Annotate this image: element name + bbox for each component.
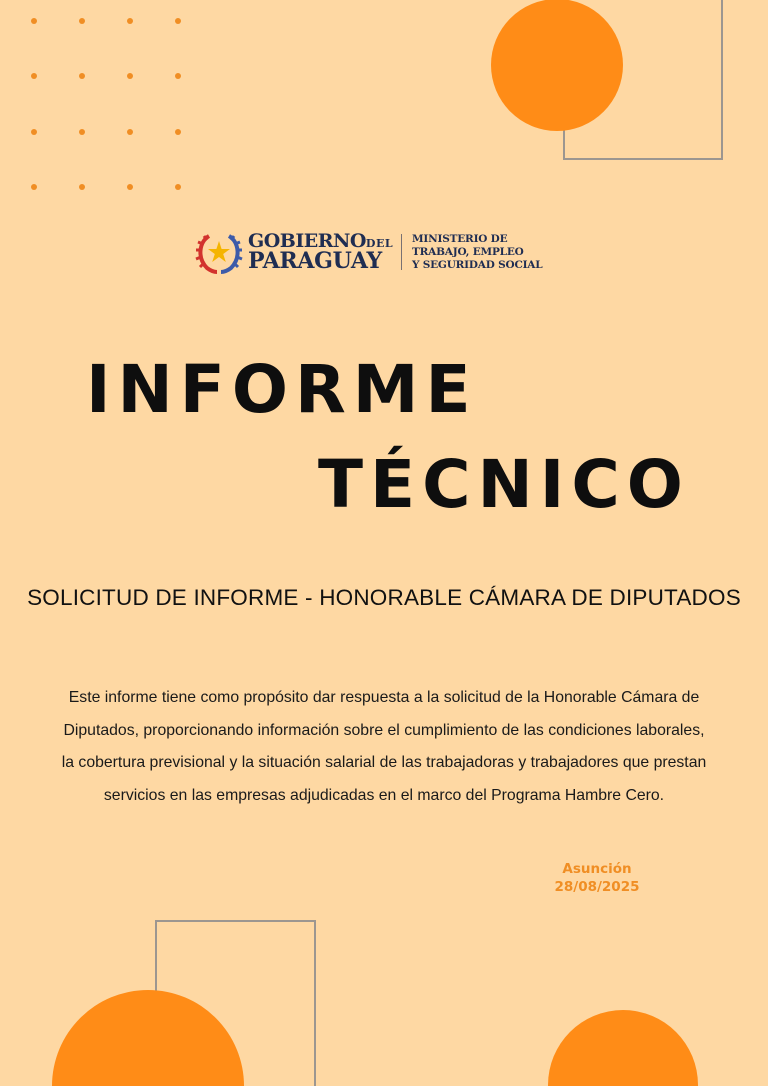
dot-decoration xyxy=(175,184,181,190)
dot-decoration xyxy=(79,184,85,190)
date-label: 28/08/2025 xyxy=(554,879,640,895)
logo-ministry-text: MINISTERIO DE TRABAJO, EMPLEO Y SEGURIDAD SOCIAL xyxy=(412,233,543,271)
description-paragraph: Este informe tiene como propósito dar respuesta a la solicitud de la Honorable Cámara de Diputados, proporcionando información sobre el cumplimiento de las condiciones laborales, la cobertura previsional y la situación salarial de las trabajadoras y trabajadores que prestan servicios en las empresas adjudicadas en el marco del Programa Hambre Cero. xyxy=(61,689,707,804)
paraguay-coat-of-arms-icon xyxy=(195,230,243,276)
dot-decoration xyxy=(175,18,181,24)
place-label: Asunción xyxy=(562,861,632,877)
dot-decoration xyxy=(127,73,133,79)
dot-decoration xyxy=(31,184,37,190)
logo-gobierno-text: GOBIERNODEL xyxy=(248,230,394,252)
dot-decoration xyxy=(127,18,133,24)
title-line-2: TÉCNICO xyxy=(318,446,690,523)
dot-decoration xyxy=(175,73,181,79)
logo-paraguay-text: PARAGUAY xyxy=(248,248,382,274)
place-date xyxy=(527,860,667,896)
dot-decoration xyxy=(127,129,133,135)
dot-decoration xyxy=(31,129,37,135)
government-logo xyxy=(195,230,565,278)
circle-decoration-top xyxy=(491,0,623,131)
dot-decoration xyxy=(79,73,85,79)
logo-separator xyxy=(401,234,402,270)
dot-decoration xyxy=(31,73,37,79)
dot-decoration xyxy=(175,129,181,135)
dot-decoration xyxy=(31,18,37,24)
dot-decoration xyxy=(127,184,133,190)
title-line-1: INFORME xyxy=(86,351,478,428)
subtitle: SOLICITUD DE INFORME - HONORABLE CÁMARA DE DIPUTADOS xyxy=(27,585,741,610)
circle-decoration-bottom-right xyxy=(548,1010,698,1086)
dot-decoration xyxy=(79,129,85,135)
dot-decoration xyxy=(79,18,85,24)
